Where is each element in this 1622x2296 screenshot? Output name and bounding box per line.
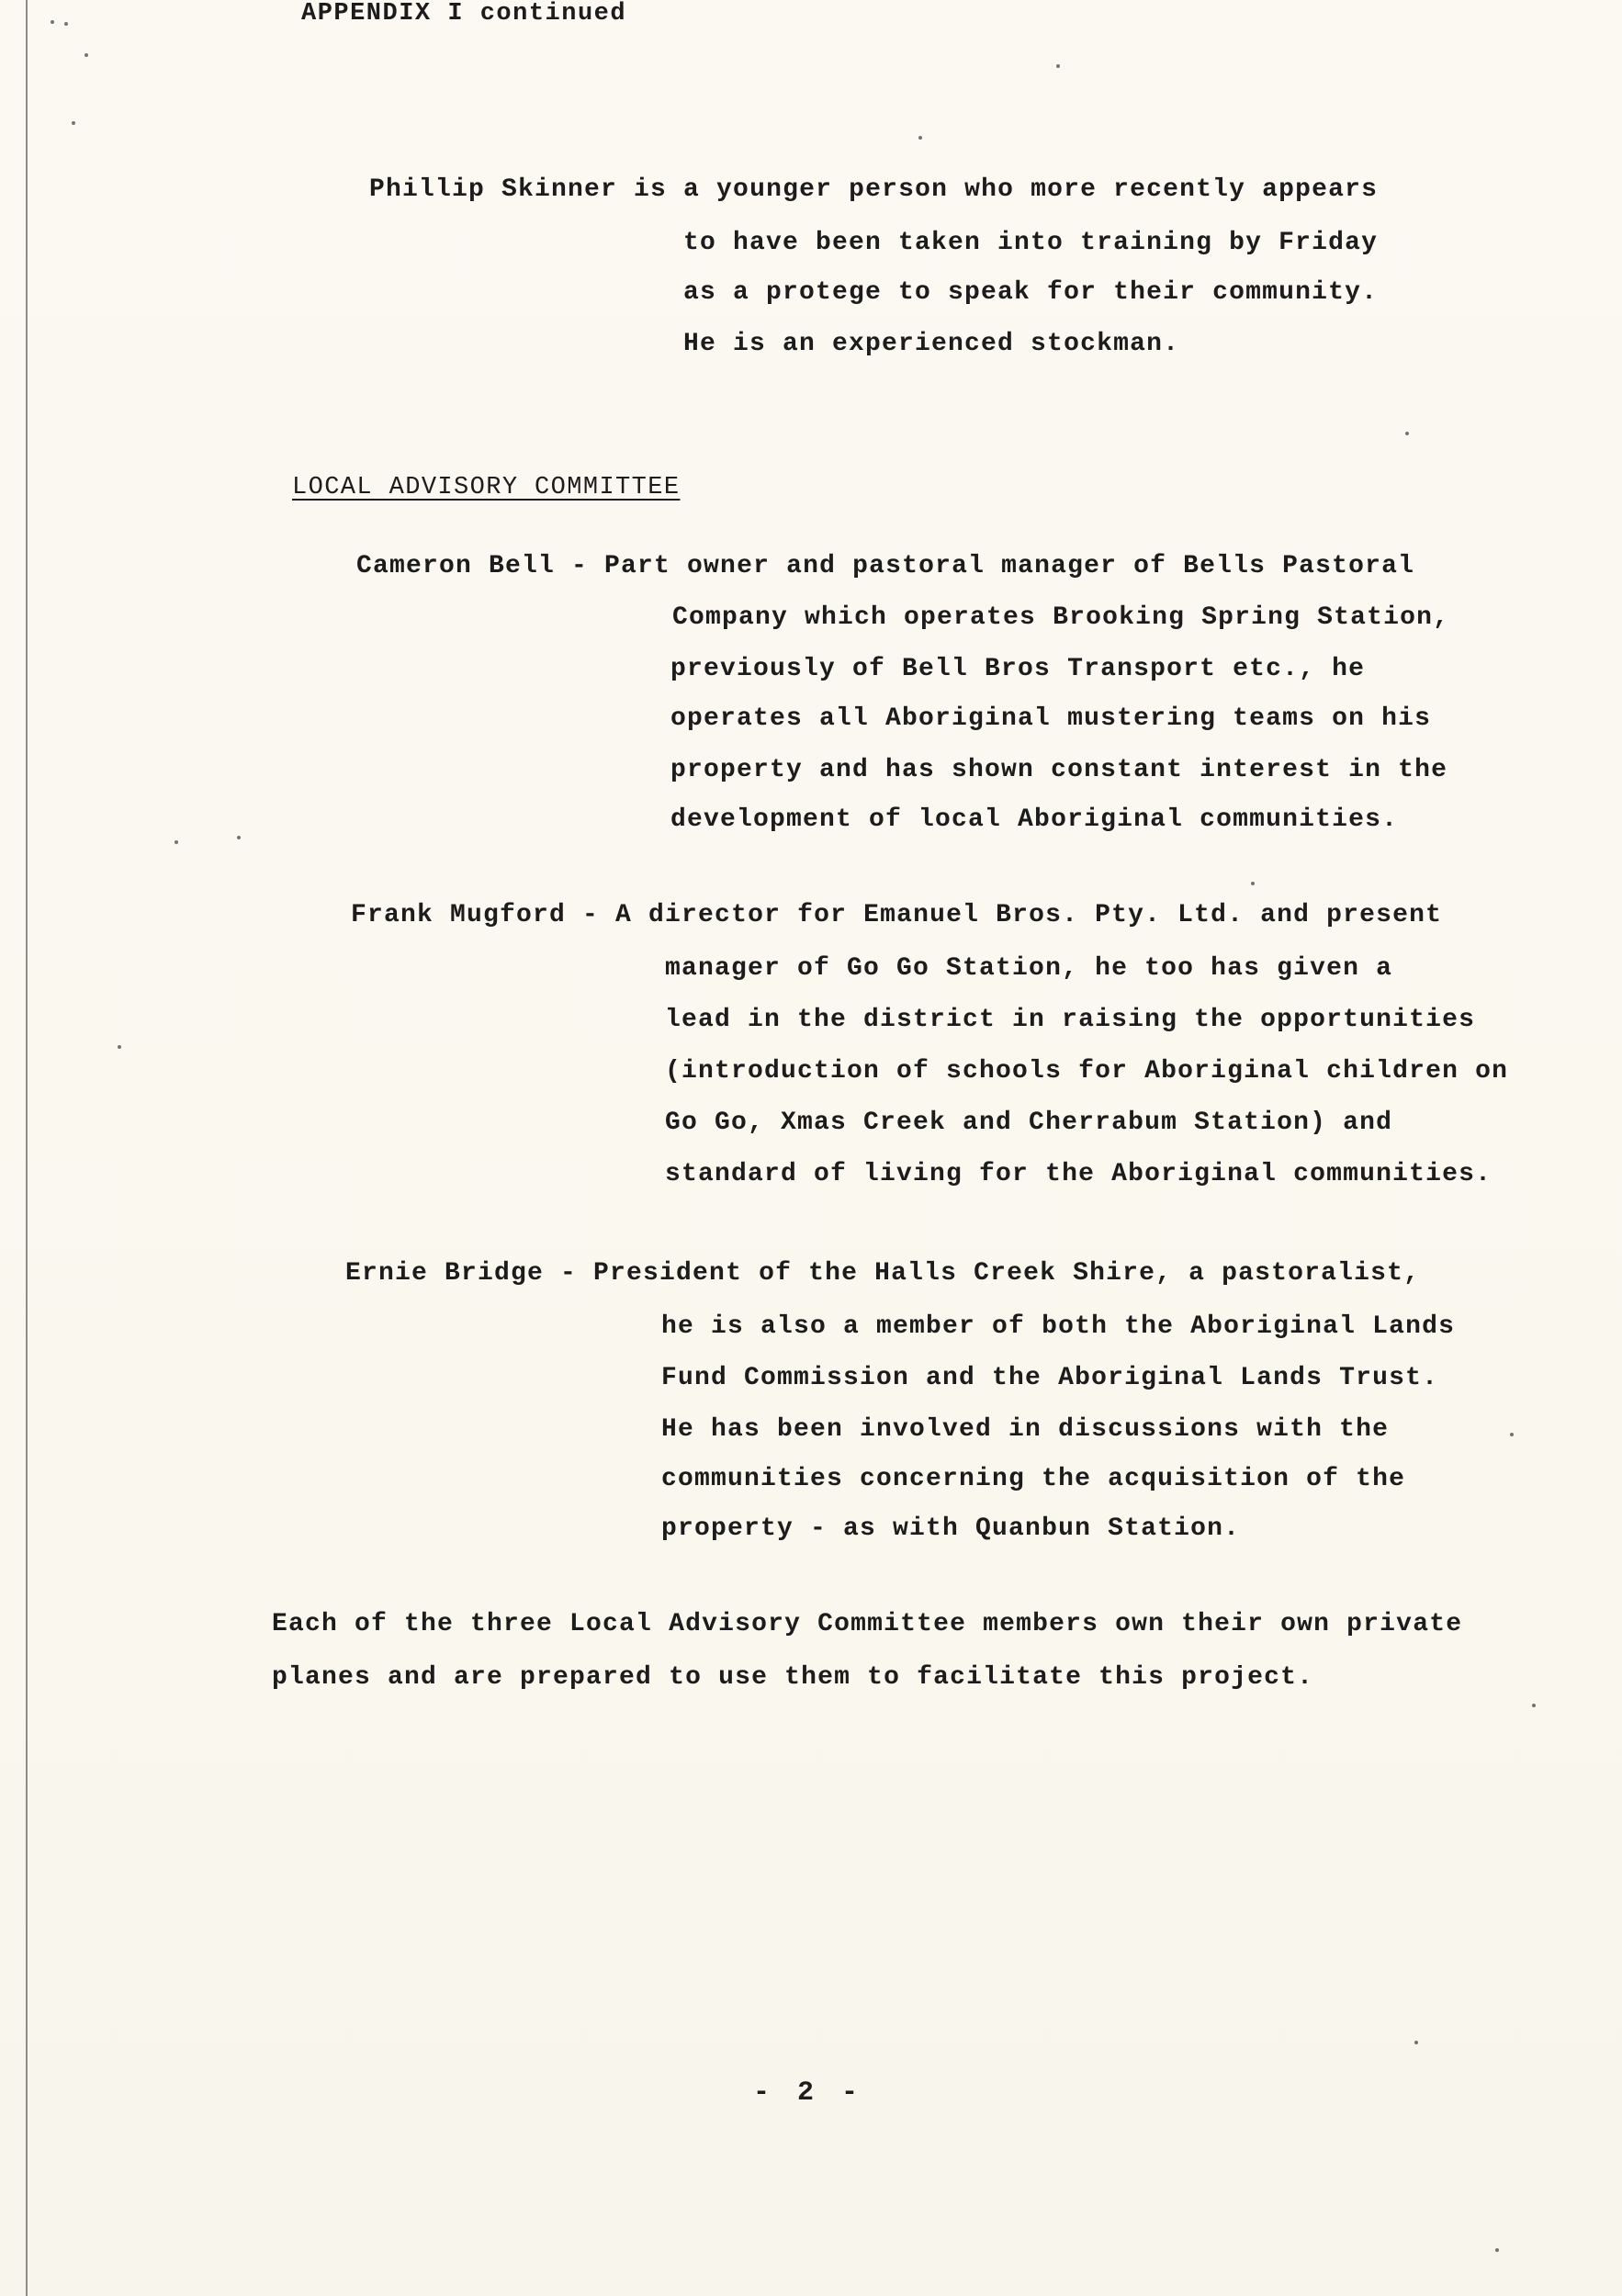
member-frank-mugford-line: manager of Go Go Station, he too has given a [665,954,1393,983]
intro-line: Phillip Skinner is a younger person who more recently appears [369,175,1379,204]
appendix-heading: APPENDIX I continued [301,0,627,28]
scan-speck [118,1045,121,1049]
page-number: - 2 - [753,2077,864,2109]
local-advisory-committee-heading: LOCAL ADVISORY COMMITTEE [292,474,681,501]
scan-speck [1510,1433,1514,1436]
scan-speck [237,836,241,839]
intro-line: to have been taken into training by Friday [683,229,1379,257]
member-frank-mugford-line: (introduction of schools for Aboriginal children on [665,1057,1509,1086]
scan-speck [1532,1704,1536,1707]
scan-speck [1056,64,1060,68]
scan-speck [918,136,922,140]
member-ernie-bridge-line: Fund Commission and the Aboriginal Lands Trust. [661,1364,1439,1392]
scan-speck [64,22,68,26]
scan-speck [51,20,54,24]
intro-line: He is an experienced stockman. [683,330,1180,358]
member-frank-mugford-line: standard of living for the Aboriginal communities. [665,1160,1492,1188]
member-cameron-bell-line: development of local Aboriginal communities. [670,805,1399,834]
scan-speck [1251,882,1255,885]
scan-speck [1414,2041,1418,2044]
member-cameron-bell-line: previously of Bell Bros Transport etc., he [670,655,1366,683]
closing-line: Each of the three Local Advisory Committee members own their own private [272,1610,1463,1638]
member-ernie-bridge-line: property - as with Quanbun Station. [661,1514,1241,1543]
member-ernie-bridge-line: Ernie Bridge - President of the Halls Creek Shire, a pastoralist, [345,1259,1421,1288]
member-cameron-bell-line: operates all Aboriginal mustering teams on his [670,704,1432,733]
intro-line: as a protege to speak for their community. [683,278,1379,307]
member-cameron-bell-line: Company which operates Brooking Spring Station, [672,603,1450,632]
member-ernie-bridge-line: communities concerning the acquisition of the [661,1465,1406,1493]
member-ernie-bridge-line: He has been involved in discussions with the [661,1415,1390,1444]
binding-edge-line [26,0,28,2296]
scan-speck [1405,432,1409,435]
scan-speck [1495,2248,1499,2252]
scan-speck [72,121,75,125]
member-frank-mugford-line: Go Go, Xmas Creek and Cherrabum Station) and [665,1109,1393,1137]
member-cameron-bell-line: Cameron Bell - Part owner and pastoral manager of Bells Pastoral [356,552,1415,580]
member-ernie-bridge-line: he is also a member of both the Aboriginal Lands [661,1312,1456,1341]
scan-speck [84,53,88,57]
scan-speck [175,840,178,844]
member-frank-mugford-line: lead in the district in raising the opportunities [665,1006,1476,1034]
member-cameron-bell-line: property and has shown constant interest in the [670,756,1448,784]
closing-line: planes and are prepared to use them to facilitate this project. [272,1663,1314,1692]
member-frank-mugford-line: Frank Mugford - A director for Emanuel Bros. Pty. Ltd. and present [351,901,1443,929]
